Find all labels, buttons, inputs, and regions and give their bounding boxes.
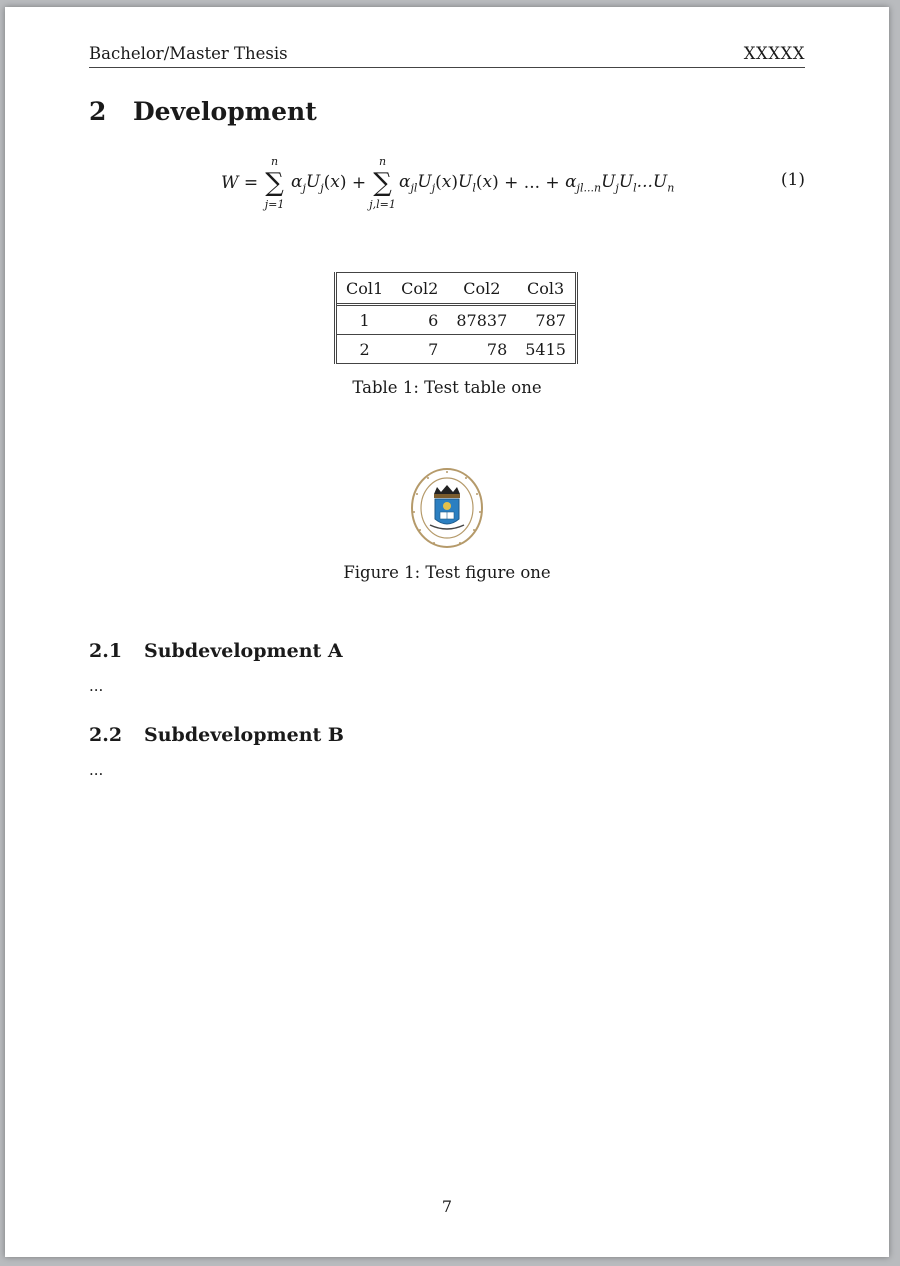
table-header-cell: Col1 (337, 272, 392, 303)
figure-caption: Figure 1: Test figure one (343, 563, 551, 582)
table-cell: 6 (392, 303, 447, 335)
table-cell: 787 (516, 303, 575, 335)
table-cell: 87837 (447, 303, 516, 335)
subsection-title: Subdevelopment B (144, 724, 344, 746)
university-seal (410, 467, 484, 549)
page-number: 7 (441, 1197, 453, 1216)
seal-icon (410, 467, 484, 549)
section-number: 2 (89, 97, 107, 126)
equation: W = n ∑ j=1 $\alpha_jU_j(x)$ + n ∑ j,l=1 $\alpha_{jl}U_j(x)U_l(x)$ + ... + $\alpha_{jl...n}U_jU_l...U_n$ (221, 155, 675, 212)
subsection-number: 2.2 (89, 724, 123, 746)
subsection-number: 2.1 (89, 640, 123, 662)
subsection-heading (89, 724, 344, 746)
equation-number: (1) (780, 170, 805, 190)
table-cell: 2 (337, 335, 392, 364)
document-page (5, 7, 889, 1257)
subsection-heading (89, 640, 343, 662)
header-right-text: XXXXX (743, 44, 805, 63)
table-cell: 78 (447, 335, 516, 364)
table-header-cell: Col3 (516, 272, 575, 303)
table-header-row (337, 272, 575, 303)
table-row (337, 303, 575, 335)
subsection-title: Subdevelopment A (144, 640, 343, 662)
section-title: Development (133, 97, 317, 126)
body-text: ... (89, 761, 104, 779)
table-cell: 1 (337, 303, 392, 335)
header-left-text: Bachelor/Master Thesis (89, 44, 288, 63)
table-header-cell: Col2 (447, 272, 516, 303)
data-table-wrapper (334, 272, 578, 364)
table-row (337, 335, 575, 364)
section-heading (89, 97, 317, 126)
table-cell: 7 (392, 335, 447, 364)
table-cell: 5415 (516, 335, 575, 364)
body-text: ... (89, 677, 104, 695)
running-header (89, 44, 805, 68)
table-header-cell: Col2 (392, 272, 447, 303)
data-table (334, 272, 578, 364)
table-caption: Table 1: Test table one (352, 378, 542, 397)
